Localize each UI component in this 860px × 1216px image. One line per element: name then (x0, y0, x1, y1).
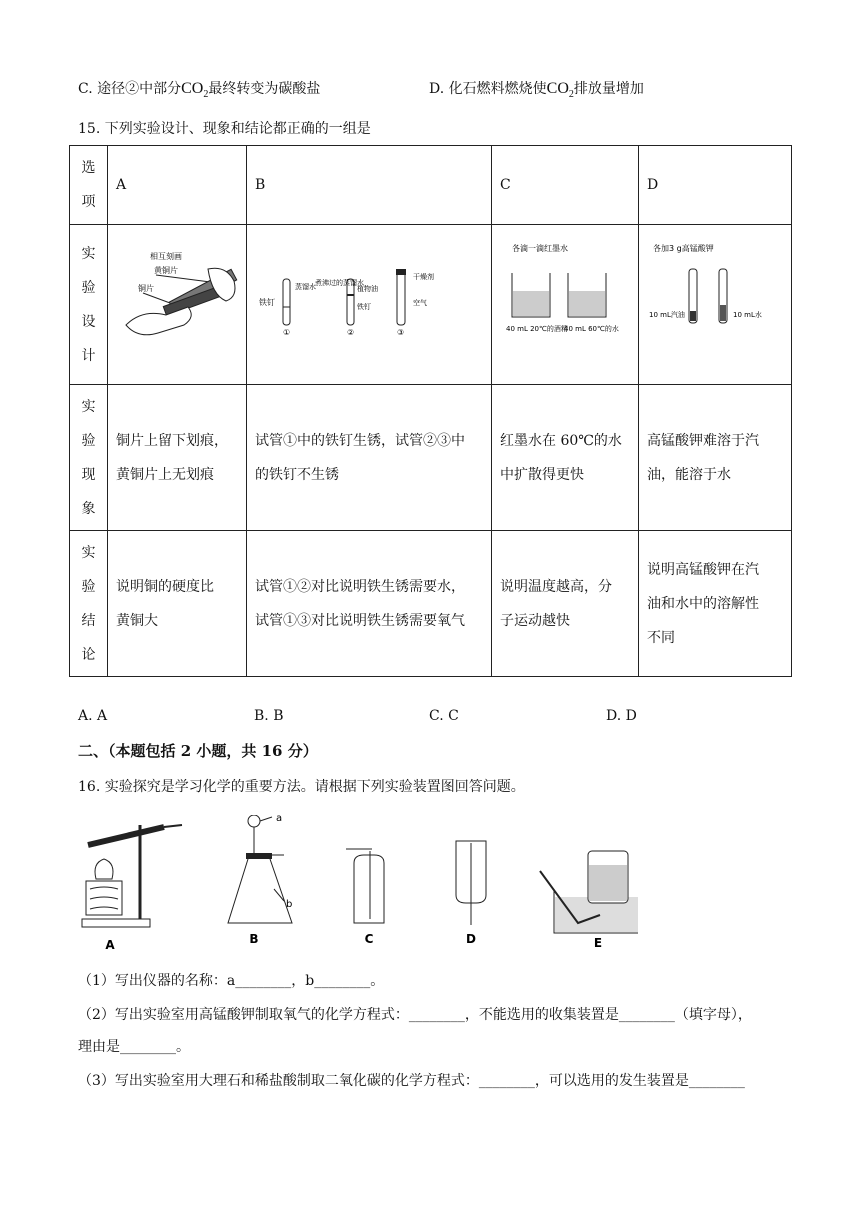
svg-text:10 mL水: 10 mL水 (733, 311, 762, 319)
header-conclusion: 实 验 结 论 (70, 531, 108, 677)
answer-option-d[interactable]: D. D (606, 708, 637, 724)
svg-text:相互刻画: 相互刻画 (150, 252, 182, 261)
scratch-test-figure (108, 225, 247, 371)
q14-option-c: C. 途径②中部分$CO_2$最终转变为碳酸盐 (78, 80, 321, 101)
section-title: 二、（本题包括 2 小题，共 16 分） (78, 742, 318, 760)
header-option: 选 项 (70, 146, 108, 225)
table-row-phenomenon (70, 385, 792, 531)
q15-table (69, 145, 792, 677)
conclusion-d: 说明高锰酸钾在汽 油和水中的溶解性 不同 (639, 531, 792, 677)
q16-sub1: （1）写出仪器的名称：a________，b________。 (78, 973, 385, 989)
svg-text:蒸馏水: 蒸馏水 (295, 283, 316, 291)
q16-stem: 16. 实验探究是学习化学的重要方法。请根据下列实验装置图回答问题。 (78, 779, 525, 795)
table-row-options (70, 146, 792, 225)
table-row-conclusion (70, 531, 792, 677)
column-a-header: A (108, 146, 247, 225)
phenomenon-a: 铜片上留下划痕， 黄铜片上无划痕 (108, 385, 247, 531)
svg-text:a: a (276, 815, 283, 824)
answer-option-c[interactable]: C. C (429, 708, 459, 724)
svg-text:b: b (286, 899, 293, 910)
svg-text:铁钉: 铁钉 (357, 303, 371, 311)
apparatus-a (82, 825, 182, 952)
answer-option-b[interactable]: B. B (254, 708, 284, 724)
co2-formula: $CO_2$ (546, 80, 574, 101)
q16-sub2-reason: 理由是________。 (78, 1039, 190, 1055)
svg-text:煮沸过的蒸馏水: 煮沸过的蒸馏水 (315, 279, 364, 287)
svg-text:C: C (364, 932, 374, 946)
apparatus-c (346, 849, 384, 946)
svg-text:各加3 g高锰酸钾: 各加3 g高锰酸钾 (653, 244, 714, 253)
column-c-header: C (492, 146, 639, 225)
svg-text:40 mL 20℃的酒精: 40 mL 20℃的酒精 (506, 325, 568, 333)
rust-test-tubes-figure (247, 225, 492, 371)
table-row-design (70, 225, 792, 385)
svg-text:各滴一滴红墨水: 各滴一滴红墨水 (512, 244, 568, 253)
svg-text:10 mL汽油: 10 mL汽油 (649, 311, 685, 319)
q15-stem: 15. 下列实验设计、现象和结论都正确的一组是 (78, 121, 371, 137)
design-b (247, 225, 492, 385)
design-c (492, 225, 639, 385)
co2-formula: $CO_2$ (181, 80, 209, 101)
svg-text:A: A (105, 938, 115, 952)
diffusion-beakers-figure (492, 225, 639, 371)
svg-text:B: B (249, 932, 259, 946)
conclusion-c: 说明温度越高，分 子运动越快 (492, 531, 639, 677)
phenomenon-b: 试管①中的铁钉生锈，试管②③中 的铁钉不生锈 (247, 385, 492, 531)
header-design: 实 验 设 计 (70, 225, 108, 385)
svg-text:①: ① (283, 328, 291, 337)
apparatus-d (456, 841, 486, 946)
apparatus-b (228, 815, 292, 946)
conclusion-a: 说明铜的硬度比 黄铜大 (108, 531, 247, 677)
phenomenon-d: 高锰酸钾难溶于汽 油，能溶于水 (639, 385, 792, 531)
svg-text:②: ② (347, 328, 355, 337)
q16-sub3: （3）写出实验室用大理石和稀盐酸制取二氧化碳的化学方程式：________，可以选用的发生装置是________ (78, 1073, 745, 1089)
design-a (108, 225, 247, 385)
apparatus-e (540, 851, 638, 950)
column-b-header: B (247, 146, 492, 225)
conclusion-b: 试管①②对比说明铁生锈需要水， 试管①③对比说明铁生锈需要氧气 (247, 531, 492, 677)
svg-text:D: D (466, 932, 476, 946)
phenomenon-c: 红墨水在 60℃的水 中扩散得更快 (492, 385, 639, 531)
svg-text:E: E (593, 936, 603, 950)
column-d-header: D (639, 146, 792, 225)
lab-apparatus-figure (78, 815, 638, 955)
q14-option-d: D. 化石燃料燃烧使$CO_2$排放量增加 (429, 80, 644, 101)
svg-text:铜片: 铜片 (138, 284, 154, 293)
svg-text:空气: 空气 (413, 299, 427, 307)
svg-text:铁钉: 铁钉 (259, 298, 275, 307)
svg-text:植物油: 植物油 (357, 285, 378, 293)
design-d (639, 225, 792, 385)
header-phenomenon: 实 验 现 象 (70, 385, 108, 531)
svg-text:③: ③ (397, 328, 405, 337)
q16-sub2: （2）写出实验室用高锰酸钾制取氧气的化学方程式：________，不能选用的收集装置是________（填字母）， (78, 1007, 752, 1023)
svg-text:干燥剂: 干燥剂 (413, 273, 434, 281)
solubility-tubes-figure (639, 225, 792, 371)
answer-option-a[interactable]: A. A (78, 708, 108, 724)
svg-text:黄铜片: 黄铜片 (154, 266, 178, 275)
svg-text:40 mL 60℃的水: 40 mL 60℃的水 (564, 325, 619, 333)
